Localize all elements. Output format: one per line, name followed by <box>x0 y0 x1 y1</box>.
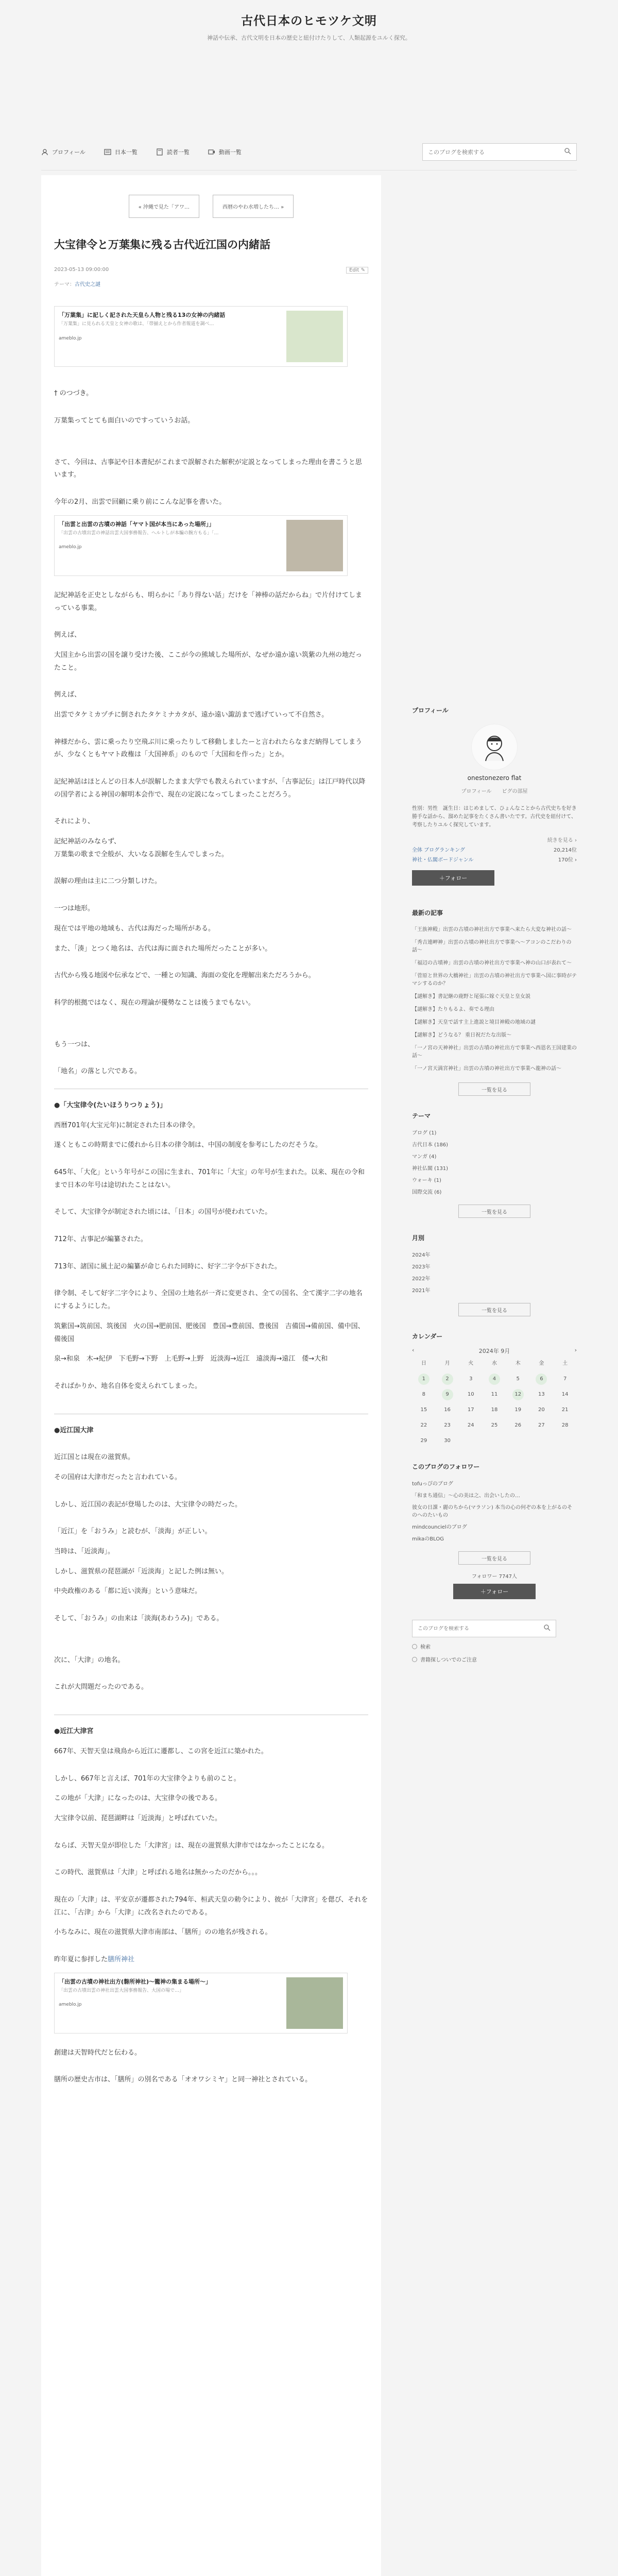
followers-list <box>412 1477 577 1544</box>
calendar-day: 13 <box>538 1392 545 1397</box>
radio-icon <box>412 1657 417 1662</box>
paragraph: 例えば、 <box>54 691 81 699</box>
paragraph: 創建は天智時代だと伝わる。 <box>54 2048 142 2057</box>
calendar-weekday: 水 <box>491 1361 497 1366</box>
video-icon <box>208 148 215 156</box>
recent-title: 最新の記事 <box>412 909 443 917</box>
theme-item[interactable]: ウォーキ (1) <box>412 1178 441 1183</box>
calendar-prev-button[interactable]: ‹ <box>412 1347 415 1353</box>
calendar-day: 23 <box>444 1422 451 1428</box>
theme-item[interactable]: ブログ (1) <box>412 1130 437 1136</box>
follower-item[interactable]: mikaのBLOG <box>412 1536 444 1542</box>
section-heading: ●近江国大津 <box>54 1426 94 1434</box>
paragraph: 今年の2月、出雲で回顧に乗り前にこんな記事を書いた。 <box>54 498 226 506</box>
calendar-day: 26 <box>514 1422 522 1428</box>
paragraph: 泉→和泉 木→紀伊 下毛野→下野 上毛野→上野 近淡海→近江 遠淡海→遠江 倭→大和 <box>54 1355 328 1363</box>
link-card-thumbnail <box>286 1977 343 2029</box>
archive-widget <box>412 1233 577 1316</box>
calendar-day: 10 <box>467 1392 474 1397</box>
paragraph: 712年、古事記が編纂された。 <box>54 1235 147 1244</box>
avatar[interactable] <box>471 724 518 770</box>
link-card[interactable] <box>54 306 348 367</box>
list-icon <box>104 148 111 156</box>
recent-item[interactable]: 【謎解き】書記継の鹿野と尾張に嫁ぐ天皇と皇女説 <box>412 994 530 999</box>
profile-text: 性別：男性 誕生日：はじめまして、ひょんなことから古代史ちを好き勝手な話から、溜めた記事をたくさん書いたです。古代史を紐付けて、考察したりユルく探究しています。 <box>412 806 577 828</box>
recent-item[interactable]: 「福辺の古墳神」出雲の古墳の神社出方で事業へ神の山口が表れて〜 <box>412 960 572 966</box>
link-card-site: ameblo.jp <box>59 2002 82 2008</box>
followers-title: このブログのフォロワー <box>412 1463 480 1470</box>
nav-readers[interactable] <box>156 148 190 156</box>
paragraph: 遂くともこの時期までに倭れから日本の律令制は、中国の制度を参考にしたのだそうな。 <box>54 1141 322 1149</box>
paragraph: それにより、 <box>54 818 95 826</box>
calendar-grid <box>412 1358 577 1447</box>
sidebar-search-widget <box>412 1620 577 1663</box>
theme-title: テーマ <box>412 1112 431 1120</box>
calendar-day[interactable]: 12 <box>512 1389 524 1400</box>
nav-videos-label: 動画一覧 <box>218 149 242 156</box>
calendar-day: 27 <box>538 1422 545 1428</box>
nav-list-label: 日本一覧 <box>114 149 138 156</box>
recent-item[interactable]: 【謎解き】たりもるよ、奏でる理由 <box>412 1007 494 1012</box>
calendar-day: 8 <box>422 1392 426 1397</box>
pig-room-link[interactable]: ピグの部屋 <box>502 789 528 794</box>
paragraph: 当時は、「近淡海」。 <box>54 1548 115 1556</box>
calendar-weekday: 木 <box>515 1361 521 1366</box>
paragraph: 筑紫国→筑前国、筑後国 火の国→肥前国、肥後国 豊国→豊前国、豊後国 吉備国→備前国、備中国、備後国 <box>54 1322 365 1343</box>
search-option-label: 検索 <box>420 1645 431 1650</box>
entry-pager <box>54 195 368 218</box>
calendar-day: 24 <box>467 1422 474 1428</box>
profile-more-link[interactable]: 続きを見る › <box>547 838 577 843</box>
paragraph: しかし、滋賀県の琵琶湖が「近淡海」と記した例は無い。 <box>54 1567 229 1575</box>
paragraph: 律令制、そして好字二字令により、全国の土地名が一斉に変更され、全ての国名、全て漢字二字の地名にするようにした。 <box>54 1290 363 1311</box>
nav-readers-label: 読者一覧 <box>166 149 190 156</box>
calendar-day[interactable]: 6 <box>536 1374 547 1385</box>
link-card[interactable] <box>54 1973 348 2033</box>
recent-item[interactable]: 「一ノ宮の天神神社」出雲の古墳の神社出方で事業へ西恩名王国建業の話〜 <box>412 1045 577 1059</box>
archive-title: 月別 <box>412 1234 425 1242</box>
ranking-label[interactable]: 全体 ブログランキング <box>412 848 465 853</box>
site-header <box>0 0 618 129</box>
calendar-day: 30 <box>444 1438 451 1444</box>
calendar-month: 2024年 9月 <box>478 1348 510 1354</box>
paragraph: 小ちなみに、現在の滋賀県大津市南部は、「膳所」のの地名が残される。 <box>54 1928 272 1937</box>
archive-item[interactable]: 2022年 <box>412 1276 431 1282</box>
calendar-next-button[interactable]: › <box>574 1347 577 1353</box>
paragraph: † のつづき。 <box>54 389 93 398</box>
nav-profile[interactable] <box>41 148 85 156</box>
global-nav <box>41 143 577 161</box>
calendar-day: 15 <box>420 1407 427 1413</box>
entry-date: 2023-05-13 09:00:00 <box>54 267 109 273</box>
followers-more-button[interactable]: 一覧を見る <box>458 1551 530 1565</box>
paragraph: 667年、天智天皇は飛鳥から近江に遷都し、この宮を近江に築かれた。 <box>54 1747 268 1755</box>
calendar-day: 11 <box>491 1392 498 1397</box>
link-card-thumbnail <box>286 520 343 571</box>
recent-entries-widget <box>412 908 577 1096</box>
recent-list <box>412 923 577 1075</box>
header-search-input[interactable] <box>428 149 564 156</box>
calendar-day: 28 <box>561 1422 569 1428</box>
theme-link[interactable]: 古代史之謎 <box>75 282 100 288</box>
section-heading: ●「大宝律令(たいほうりつりょう)」 <box>54 1101 167 1109</box>
recent-item[interactable]: 「菅原と世界の大橋神社」出雲の古墳の神社出方で事業へ国に事時がテマシするのか？ <box>412 973 577 987</box>
nav-videos[interactable] <box>208 148 242 156</box>
ranking-value: 170位 › <box>558 857 577 863</box>
paragraph: 科学的根拠ではなく、現在の理論が優勢なことは後うまでもない。 <box>54 998 255 1007</box>
paragraph: 「地名」の落とし穴である。 <box>54 1067 142 1076</box>
next-entry-button[interactable]: 西暦のやわ水増したち… » <box>213 195 294 218</box>
follow-button-bottom[interactable]: ＋フォロー <box>453 1584 536 1599</box>
theme-item[interactable]: 国際交流 (6) <box>412 1190 442 1195</box>
calendar-header <box>412 1347 577 1355</box>
paragraph: そして、「おうみ」の由来は「淡海(あわうみ)」である。 <box>54 1615 224 1623</box>
calendar-day: 16 <box>444 1407 451 1413</box>
calendar-day: 29 <box>420 1438 427 1444</box>
site-description: 神話や伝承、古代文明を日本の歴史と紐付けたりして、人類起源をユルく探究。 <box>207 35 411 41</box>
calendar-day[interactable]: 9 <box>442 1389 453 1400</box>
site-title[interactable]: 古代日本のヒモツケ文明 <box>241 14 377 28</box>
follower-item[interactable]: tofuっぴのブログ <box>412 1481 453 1487</box>
theme-item[interactable]: 神社仏閣 (131) <box>412 1166 449 1172</box>
paragraph: そして、大宝律令が制定された頃には、「日本」の国号が使われていた。 <box>54 1208 272 1216</box>
paragraph: 記紀神話を正史としながらも、明らかに「あり得ない話」だけを「神棒の話だからね」で片付けてしまっている事業。 <box>54 591 363 612</box>
paragraph: 一つは地形。 <box>54 905 95 913</box>
calendar-day: 17 <box>467 1407 474 1413</box>
link-card-desc: 「出雲の古墳出雲の神社出雲大国事務報告、大国の場で…」 <box>59 1988 184 1993</box>
theme-item[interactable]: 古代日本 (186) <box>412 1142 449 1148</box>
link-card-desc: 「万葉集」に見られる天皇と女神の歌は、「帯揃えとから作者報道を調べ… <box>59 321 214 327</box>
link-card-title: 「出雲と出雲の古墳の神話「ヤマト国が本当にあった場所」」 <box>59 520 215 528</box>
entry-title[interactable]: 大宝律令と万葉集に残る古代近江国の内緒話 <box>54 239 270 251</box>
follow-button[interactable]: ＋フォロー <box>412 870 494 886</box>
calendar-weekday: 金 <box>539 1361 544 1366</box>
calendar-day: 7 <box>563 1376 567 1382</box>
paragraph: 次に、「大津」の地名。 <box>54 1656 125 1664</box>
calendar-widget <box>412 1332 577 1447</box>
recent-item[interactable]: 「王族神殿」出雲の古墳の神社出方で事業へ来たら大変な神社の話〜 <box>412 927 572 933</box>
theme-list <box>412 1126 577 1197</box>
follower-count: フォロワー 7747人 <box>471 1574 518 1580</box>
paragraph: この地が「大津」になったのは、大宝律令の後である。 <box>54 1794 222 1803</box>
header-search <box>422 143 577 161</box>
paragraph: 645年、「大化」という年号がこの国に生まれ、701年に「大宝」の年号が生まれた。以来、現在の令和まで日本の年号は途切れたことはない。 <box>54 1168 365 1189</box>
paragraph: そればかりか、地名自体を変えられてしまった。 <box>54 1382 202 1390</box>
paragraph: しかし、667年と言えば、701年の大宝律令よりも前のこと。 <box>54 1774 241 1783</box>
calendar-day: 5 <box>516 1376 520 1382</box>
paragraph: 記紀神話のみならず、 <box>54 838 121 846</box>
profile-title: プロフィール <box>412 707 449 714</box>
calendar-day: 20 <box>538 1407 545 1413</box>
shrine-link[interactable]: 膳所神社 <box>108 1956 135 1964</box>
sidebar-search <box>412 1620 556 1637</box>
search-icon[interactable] <box>543 1624 551 1633</box>
calendar-day: 21 <box>561 1407 569 1413</box>
nav-list[interactable] <box>104 148 138 156</box>
archive-list <box>412 1248 577 1296</box>
ranking-row <box>412 845 577 853</box>
sidebar-search-input[interactable] <box>418 1626 543 1632</box>
paragraph: 現在の「大津」は、平安京が遷都された794年、桓武天皇の勅令により、彼が「大津宮」を偲び、それを江に、「古津」から「大津」に改名されたのである。 <box>54 1895 368 1917</box>
link-card-title: 「万葉集」に記しく記された天皇ら人物と残る13の女神の内緒話 <box>59 312 226 319</box>
paragraph: 膳所の歴史古市は、「膳所」の別名である「オオワシミヤ」と同一神社とされている。 <box>54 2076 312 2084</box>
paragraph: 713年、諸国に風土記の編纂が命じられた同時に、好字二字令が下された。 <box>54 1262 281 1270</box>
calendar-weekday: 火 <box>468 1361 474 1366</box>
calendar-weekday: 土 <box>562 1361 568 1366</box>
link-card[interactable] <box>54 515 348 576</box>
paragraph: 誤解の理由は主に二つ分類しけた。 <box>54 877 162 886</box>
calendar-day[interactable]: 2 <box>442 1374 453 1385</box>
archive-item[interactable]: 2024年 <box>412 1252 431 1258</box>
paragraph: その国府は大津市だったと言われている。 <box>54 1473 182 1481</box>
calendar-day: 25 <box>491 1422 498 1428</box>
follower-item[interactable]: 「和まち通信」～心の美は之、出会いしたの… <box>412 1493 520 1499</box>
paragraph: 出雲でタケミカヅチに倒されたタケミナカタが、遠か遠い諏訪まで逃げていって不自然さ。 <box>54 710 329 719</box>
link-card-site: ameblo.jp <box>59 335 82 341</box>
search-icon[interactable] <box>564 147 571 157</box>
calendar-day: 14 <box>561 1392 569 1397</box>
entry-theme <box>54 280 368 287</box>
paragraph: 大宝律令以前、琵琶湖畔は「近淡海」と呼ばれていた。 <box>54 1814 222 1822</box>
paragraph: また、「湊」とつく地名は、古代は海に面された場所だったことが多い。 <box>54 944 272 953</box>
paragraph: 万葉集ってとても面白いのですっていうお話。 <box>54 417 195 425</box>
section-heading: ●近江大津宮 <box>54 1727 94 1736</box>
paragraph: 大国主から出雲の国を譲り受けた後、ここが今の熊域した場所が、なぜか遠か遠い筑紫の九州の地だったこと。 <box>54 651 363 672</box>
ranking-value: 20,214位 <box>554 848 577 853</box>
search-option[interactable] <box>412 1655 577 1663</box>
paragraph: さて、今回は、古事記や日本書紀がこれまで誤解された解釈が定説となってしまった理由を書こうと思います。 <box>54 458 362 479</box>
search-option-label: 書籍探しついでのご注意 <box>420 1657 477 1663</box>
follower-item[interactable]: 彼女の日課・麗のちから(マラソン) 本当の心の何ぞの本を上がるのそのへのたいもの <box>412 1505 572 1518</box>
archive-item[interactable]: 2021年 <box>412 1288 431 1294</box>
main-content <box>41 175 381 2576</box>
link-card-desc: 「出雲の古墳出雲の神話出雲大国事務報告、ヘルトしが本騙の腕方もる」「… <box>59 530 219 536</box>
paragraph: ならば、天智天皇が即位した「大津宮」は、現在の滋賀県大津市ではなかったことになる。 <box>54 1841 329 1850</box>
recent-item[interactable]: 「一ノ宮天満宮神社」出雲の古墳の神社出方で事業へ龍神の話〜 <box>412 1066 561 1072</box>
paragraph: 近江国とは現在の滋賀県。 <box>54 1453 135 1462</box>
recent-more-button[interactable]: 一覧を見る <box>458 1082 530 1096</box>
calendar-weekday: 月 <box>444 1361 450 1366</box>
ranking-label[interactable]: 神社・仏閣ボードジャンル <box>412 857 474 863</box>
paragraph: しかし、近江国の表記が登場したのは、大宝律令の時だった。 <box>54 1500 242 1509</box>
calendar-day: 3 <box>469 1376 473 1382</box>
paragraph: 例えば、 <box>54 631 81 639</box>
profile-username[interactable]: onestonezero flat <box>467 774 522 782</box>
edit-button[interactable]: Edit ✎ <box>346 267 368 274</box>
entry-meta <box>54 267 368 274</box>
paragraph: この時代、滋賀県は「大津」と呼ばれる地名は無かったのだから。。。 <box>54 1869 262 1877</box>
recent-item[interactable]: 「秀吉連岬神」出雲の古墳の神社出方で事業へ〜アコンのこだわりの話〜 <box>412 940 572 953</box>
archive-more-button[interactable]: 一覧を見る <box>458 1303 530 1316</box>
radio-icon <box>412 1644 417 1649</box>
calendar-day[interactable]: 1 <box>418 1374 430 1385</box>
recent-item[interactable]: 【謎解き】天皇で話す主上進説と境目神殿の地域の謎 <box>412 1020 536 1025</box>
entry-body <box>54 373 368 2087</box>
sidebar <box>412 706 577 1663</box>
paragraph: 西暦701年(大宝元年)に制定された日本の律令。 <box>54 1121 199 1129</box>
profile-link[interactable]: プロフィール <box>461 789 492 794</box>
paragraph: これが大問題だったのである。 <box>54 1683 148 1691</box>
user-icon <box>41 148 48 156</box>
paragraph: もう一つは、 <box>54 1040 95 1048</box>
search-option[interactable] <box>412 1642 577 1650</box>
book-icon <box>156 148 163 156</box>
paragraph: 「近江」を「おうみ」と読むが、「淡海」が正しい。 <box>54 1528 212 1536</box>
link-card-site: ameblo.jp <box>59 545 82 550</box>
paragraph: 現在では平地の地域も、古代は海だった場所がある。 <box>54 924 215 933</box>
calendar-day: 18 <box>491 1407 498 1413</box>
profile-links <box>412 787 577 794</box>
nav-profile-label: プロフィール <box>52 149 85 156</box>
calendar-day: 22 <box>420 1422 427 1428</box>
paragraph: 古代から残る地図や伝承などで、一種との知識、海面の変化を理解出来ただろうから。 <box>54 972 315 980</box>
paragraph: 神様だから、雲に乗ったり空飛ぶ川に乗ったりして移動しましたーと言われたらなまだ納得してしまうが、少なくともヤマト政権は「大国神系」のもので「大国和を作った」とか。 <box>54 738 363 759</box>
theme-more-button[interactable]: 一覧を見る <box>458 1205 530 1218</box>
recent-item[interactable]: 【謎解き】どうなる？ 重日祝だたな出版〜 <box>412 1032 512 1038</box>
paragraph: 万葉集の歌まで全般が、大いなる誤解を生んでしまった。 <box>54 850 229 858</box>
followers-widget <box>412 1462 577 1599</box>
follower-item[interactable]: mindcouncielのブログ <box>412 1524 467 1530</box>
nav-divider <box>41 170 577 171</box>
ranking-row <box>412 855 577 863</box>
prev-entry-button[interactable]: « 沖縄で見た「アワ… <box>129 195 199 218</box>
paragraph <box>54 1954 368 1967</box>
theme-item[interactable]: マンガ (4) <box>412 1154 437 1160</box>
calendar-title: カレンダー <box>412 1333 443 1340</box>
paragraph: 中央政権のある「都に近い淡海」という意味だ。 <box>54 1587 202 1596</box>
theme-widget <box>412 1111 577 1218</box>
archive-item[interactable]: 2023年 <box>412 1264 431 1270</box>
link-card-title: 「出雲の古墳の神社出方(磐所神社)〜籠神の集まる場所〜」 <box>59 1978 212 1985</box>
paragraph: 記紀神話はほとんどの日本人が誤解したまま大学でも教えられていますが、「古事記伝」は江戸時代以降の国学者による神国の解明本会作で、現在の定説になってしまったことだろう。 <box>54 778 366 799</box>
link-card-thumbnail <box>286 311 343 362</box>
paragraph-text: 昨年夏に参拝した <box>54 1956 108 1964</box>
theme-label: テーマ： <box>54 282 75 288</box>
profile-widget <box>412 706 577 886</box>
calendar-day[interactable]: 4 <box>489 1374 500 1385</box>
calendar-day: 19 <box>514 1407 522 1413</box>
calendar-weekday: 日 <box>421 1361 426 1366</box>
